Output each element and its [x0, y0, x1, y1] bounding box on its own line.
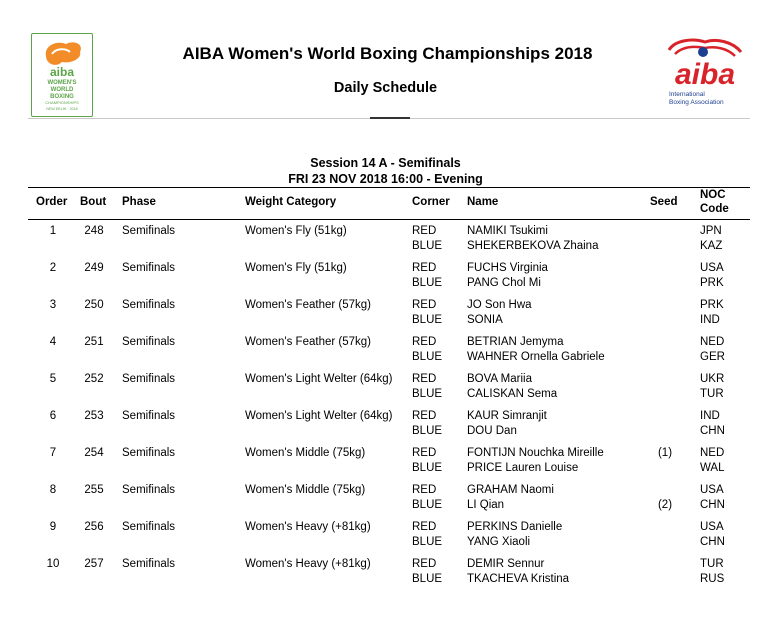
order-cell: 2	[49, 262, 57, 274]
col-order: Order	[36, 196, 68, 208]
noc-blue-cell: CHN	[700, 499, 725, 511]
corner-blue-cell: BLUE	[412, 573, 443, 585]
name-red-cell: JO Son Hwa	[467, 299, 532, 311]
order-cell: 8	[49, 484, 57, 496]
logo-world-text: WORLD	[50, 87, 74, 93]
col-noc: NOC	[700, 189, 726, 201]
name-red-cell: BETRIAN Jemyma	[467, 336, 564, 348]
session-datetime: FRI 23 NOV 2018 16:00 - Evening	[288, 172, 483, 186]
noc-blue-cell: IND	[700, 314, 720, 326]
corner-blue-cell: BLUE	[412, 351, 443, 363]
corner-blue-cell: BLUE	[412, 314, 443, 326]
seed-red-cell: (1)	[657, 447, 673, 459]
name-blue-cell: PRICE Lauren Louise	[467, 462, 579, 474]
table-row	[0, 225, 771, 255]
weight-category-cell: Women's Middle (75kg)	[245, 484, 366, 496]
weight-category-cell: Women's Fly (51kg)	[245, 225, 347, 237]
corner-red-cell: RED	[412, 225, 437, 237]
table-row	[0, 521, 771, 551]
noc-blue-cell: PRK	[700, 277, 724, 289]
header-divider-accent	[370, 117, 410, 119]
session-title: Session 14 A - Semifinals	[310, 156, 461, 170]
corner-blue-cell: BLUE	[412, 536, 443, 548]
col-corner: Corner	[412, 196, 450, 208]
name-blue-cell: LI Qian	[467, 499, 505, 511]
page-title: AIBA Women's World Boxing Championships 2018	[182, 44, 593, 63]
name-blue-cell: SHEKERBEKOVA Zhaina	[467, 240, 599, 252]
table-row	[0, 299, 771, 329]
corner-red-cell: RED	[412, 410, 437, 422]
order-cell: 7	[49, 447, 57, 459]
table-header	[28, 187, 750, 220]
corner-red-cell: RED	[412, 447, 437, 459]
noc-blue-cell: GER	[700, 351, 725, 363]
logo-boxing-text: BOXING	[50, 94, 74, 100]
noc-red-cell: USA	[700, 484, 724, 496]
noc-blue-cell: KAZ	[700, 240, 723, 252]
corner-red-cell: RED	[412, 521, 437, 533]
aiba-emblem-icon	[655, 38, 750, 110]
phase-cell: Semifinals	[122, 299, 176, 311]
bout-cell: 253	[84, 410, 104, 422]
noc-red-cell: USA	[700, 521, 724, 533]
name-red-cell: NAMIKI Tsukimi	[467, 225, 548, 237]
name-blue-cell: CALISKAN Sema	[467, 388, 558, 400]
noc-red-cell: NED	[700, 447, 725, 459]
corner-red-cell: RED	[412, 558, 437, 570]
phase-cell: Semifinals	[122, 225, 176, 237]
noc-blue-cell: RUS	[700, 573, 725, 585]
bout-cell: 257	[84, 558, 104, 570]
logo-location-text: NEW DELHI · 2018	[46, 107, 78, 111]
bout-cell: 254	[84, 447, 104, 459]
noc-blue-cell: CHN	[700, 536, 725, 548]
order-cell: 3	[49, 299, 57, 311]
table-row	[0, 447, 771, 477]
noc-blue-cell: TUR	[700, 388, 724, 400]
table-row	[0, 484, 771, 514]
phase-cell: Semifinals	[122, 410, 176, 422]
name-red-cell: FUCHS Virginia	[467, 262, 548, 274]
bout-cell: 251	[84, 336, 104, 348]
name-red-cell: KAUR Simranjit	[467, 410, 547, 422]
col-bout: Bout	[80, 196, 107, 208]
order-cell: 5	[49, 373, 57, 385]
logo-champ-text: CHAMPIONSHIPS	[45, 100, 79, 105]
noc-red-cell: JPN	[700, 225, 722, 237]
corner-blue-cell: BLUE	[412, 462, 443, 474]
order-cell: 10	[46, 558, 60, 570]
weight-category-cell: Women's Light Welter (64kg)	[245, 410, 393, 422]
name-red-cell: PERKINS Danielle	[467, 521, 563, 533]
bout-cell: 250	[84, 299, 104, 311]
corner-blue-cell: BLUE	[412, 499, 443, 511]
phase-cell: Semifinals	[122, 521, 176, 533]
name-red-cell: DEMIR Sennur	[467, 558, 545, 570]
corner-red-cell: RED	[412, 484, 437, 496]
weight-category-cell: Women's Feather (57kg)	[245, 299, 371, 311]
seed-blue-cell: (2)	[657, 499, 673, 511]
table-row	[0, 558, 771, 588]
col-noc-code: Code	[700, 203, 729, 215]
corner-red-cell: RED	[412, 299, 437, 311]
weight-category-cell: Women's Heavy (+81kg)	[245, 558, 371, 570]
phase-cell: Semifinals	[122, 558, 176, 570]
col-seed: Seed	[650, 196, 678, 208]
logo-aiba-text: aiba	[49, 65, 75, 79]
col-phase: Phase	[122, 196, 156, 208]
name-blue-cell: TKACHEVA Kristina	[467, 573, 570, 585]
noc-red-cell: IND	[700, 410, 720, 422]
corner-red-cell: RED	[412, 336, 437, 348]
name-red-cell: FONTIJN Nouchka Mireille	[467, 447, 604, 459]
order-cell: 9	[49, 521, 57, 533]
order-cell: 1	[49, 225, 57, 237]
noc-blue-cell: WAL	[700, 462, 725, 474]
weight-category-cell: Women's Light Welter (64kg)	[245, 373, 393, 385]
aiba-logo	[655, 38, 750, 110]
logo-women-text: WOMEN'S	[47, 80, 77, 86]
corner-blue-cell: BLUE	[412, 240, 443, 252]
name-blue-cell: PANG Chol Mi	[467, 277, 541, 289]
corner-red-cell: RED	[412, 262, 437, 274]
order-cell: 4	[49, 336, 57, 348]
col-weight: Weight Category	[245, 196, 337, 208]
col-name: Name	[467, 196, 499, 208]
noc-red-cell: NED	[700, 336, 725, 348]
bout-cell: 256	[84, 521, 104, 533]
weight-category-cell: Women's Middle (75kg)	[245, 447, 366, 459]
table-row	[0, 373, 771, 403]
phase-cell: Semifinals	[122, 373, 176, 385]
name-blue-cell: WAHNER Ornella Gabriele	[467, 351, 605, 363]
bout-cell: 255	[84, 484, 104, 496]
phase-cell: Semifinals	[122, 447, 176, 459]
corner-red-cell: RED	[412, 373, 437, 385]
phase-cell: Semifinals	[122, 262, 176, 274]
corner-blue-cell: BLUE	[412, 277, 443, 289]
noc-blue-cell: CHN	[700, 425, 725, 437]
table-row	[0, 336, 771, 366]
name-blue-cell: SONIA	[467, 314, 503, 326]
name-blue-cell: YANG Xiaoli	[467, 536, 531, 548]
name-red-cell: GRAHAM Naomi	[467, 484, 554, 496]
name-red-cell: BOVA Mariia	[467, 373, 532, 385]
table-row	[0, 410, 771, 440]
page-subtitle: Daily Schedule	[333, 80, 438, 96]
table-row	[0, 262, 771, 292]
noc-red-cell: TUR	[700, 558, 724, 570]
logo-aiba-wordmark: aiba	[674, 58, 736, 91]
weight-category-cell: Women's Fly (51kg)	[245, 262, 347, 274]
corner-blue-cell: BLUE	[412, 425, 443, 437]
noc-red-cell: PRK	[700, 299, 724, 311]
weight-category-cell: Women's Heavy (+81kg)	[245, 521, 371, 533]
order-cell: 6	[49, 410, 57, 422]
corner-blue-cell: BLUE	[412, 388, 443, 400]
phase-cell: Semifinals	[122, 336, 176, 348]
bout-cell: 248	[84, 225, 104, 237]
logo-line2: Boxing Association	[669, 99, 724, 106]
logo-line1: International	[669, 91, 705, 98]
weight-category-cell: Women's Feather (57kg)	[245, 336, 371, 348]
bout-cell: 252	[84, 373, 104, 385]
name-blue-cell: DOU Dan	[467, 425, 517, 437]
noc-red-cell: USA	[700, 262, 724, 274]
bout-cell: 249	[84, 262, 104, 274]
noc-red-cell: UKR	[700, 373, 725, 385]
phase-cell: Semifinals	[122, 484, 176, 496]
